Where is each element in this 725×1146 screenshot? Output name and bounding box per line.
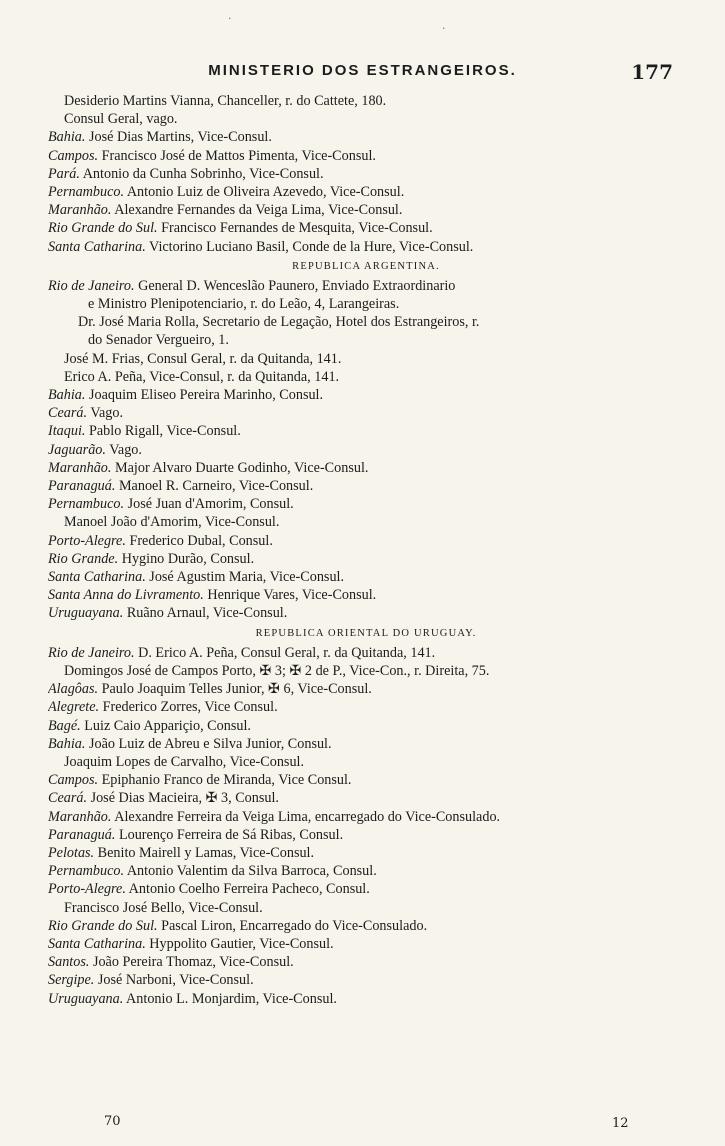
entry-text: Vago. bbox=[109, 441, 142, 458]
list-item bbox=[48, 277, 684, 295]
list-item bbox=[48, 826, 684, 844]
place-name: Uruguayana. bbox=[48, 605, 124, 622]
entry-text: Epiphanio Franco de Miranda, Vice Consul. bbox=[101, 772, 352, 789]
list-item bbox=[48, 789, 684, 807]
place-name: Maranhão. bbox=[48, 808, 112, 825]
list-item bbox=[48, 201, 684, 219]
place-name: Bahia. bbox=[48, 129, 86, 146]
section-heading-uruguay: REPUBLICA ORIENTAL DO URUGUAY. bbox=[255, 627, 477, 639]
entry-text: Benito Mairell y Lamas, Vice-Consul. bbox=[97, 844, 315, 861]
place-name: Santos. bbox=[48, 954, 90, 971]
place-name: Rio Grande. bbox=[48, 550, 119, 567]
list-item bbox=[48, 331, 684, 349]
entry-text: Hygino Durão, Consul. bbox=[121, 550, 255, 567]
list-item bbox=[48, 386, 684, 404]
entry-text: Joaquim Lopes de Carvalho, Vice-Consul. bbox=[64, 753, 305, 770]
place-name: Rio de Janeiro. bbox=[48, 644, 135, 661]
list-item bbox=[48, 808, 684, 826]
entry-text: Joaquim Eliseo Pereira Marinho, Consul. bbox=[88, 387, 324, 404]
list-item bbox=[48, 532, 684, 550]
list-item bbox=[48, 550, 684, 568]
list-item bbox=[48, 990, 684, 1008]
argentina-consuls-block bbox=[48, 277, 684, 623]
list-item bbox=[48, 183, 684, 201]
list-item bbox=[48, 698, 684, 716]
list-item bbox=[48, 880, 684, 898]
ink-speck-mark: · bbox=[228, 12, 232, 25]
entry-text: D. Erico A. Peña, Consul Geral, r. da Quitanda, 141. bbox=[138, 644, 436, 661]
place-name: Pernambuco. bbox=[48, 863, 125, 880]
list-item bbox=[48, 586, 684, 604]
place-name: Sergipe. bbox=[48, 972, 95, 989]
list-item bbox=[48, 147, 684, 165]
list-item bbox=[48, 513, 684, 531]
entry-text: Pablo Rigall, Vice-Consul. bbox=[88, 423, 241, 440]
list-item bbox=[48, 662, 684, 680]
place-name: Porto-Alegre. bbox=[48, 532, 126, 549]
place-name: Pelotas. bbox=[48, 844, 95, 861]
entry-text: Lourenço Ferreira de Sá Ribas, Consul. bbox=[118, 826, 344, 843]
place-name: Maranhão. bbox=[48, 459, 112, 476]
entry-text: Vago. bbox=[90, 405, 124, 422]
place-name: Ceará. bbox=[48, 790, 88, 807]
list-item bbox=[48, 219, 684, 237]
place-name: Paranaguá. bbox=[48, 478, 116, 495]
entry-text: Francisco José de Mattos Pimenta, Vice-Consul. bbox=[101, 147, 376, 164]
list-item bbox=[48, 899, 684, 917]
entry-text: General D. Wenceslão Paunero, Enviado Extraordinario bbox=[138, 277, 456, 294]
entry-text: Frederico Dubal, Consul. bbox=[129, 532, 273, 549]
place-name: Rio de Janeiro. bbox=[48, 277, 135, 294]
place-name: Pará. bbox=[48, 165, 80, 182]
list-item bbox=[48, 495, 684, 513]
section-heading-argentina: REPUBLICA ARGENTINA. bbox=[292, 260, 440, 272]
page-footer bbox=[0, 1114, 725, 1136]
entry-text: Henrique Vares, Vice-Consul. bbox=[207, 587, 377, 604]
list-item bbox=[48, 680, 684, 698]
place-name: Paranaguá. bbox=[48, 826, 116, 843]
list-item bbox=[48, 644, 684, 662]
page-header bbox=[0, 62, 725, 84]
entry-text: José Narboni, Vice-Consul. bbox=[97, 972, 254, 989]
entry-text: João Luiz de Abreu e Silva Junior, Consul. bbox=[88, 735, 332, 752]
place-name: Alagôas. bbox=[48, 681, 99, 698]
signature-mark-left: 70 bbox=[104, 1114, 121, 1129]
place-name: Uruguayana. bbox=[48, 990, 124, 1007]
list-item bbox=[48, 753, 684, 771]
entry-text: Antonio Coelho Ferreira Pacheco, Consul. bbox=[128, 881, 370, 898]
list-item bbox=[48, 568, 684, 586]
entry-text: José Dias Macieira, ✠ 3, Consul. bbox=[90, 790, 279, 807]
list-item bbox=[48, 441, 684, 459]
entry-text: Alexandre Fernandes da Veiga Lima, Vice-Consul. bbox=[114, 202, 403, 219]
entry-text: Paulo Joaquim Telles Junior, ✠ 6, Vice-Consul. bbox=[101, 681, 372, 698]
entry-text: Luiz Caio Appariçio, Consul. bbox=[84, 717, 251, 734]
uruguay-consuls-block bbox=[48, 644, 684, 1008]
entry-text: Frederico Zorres, Vice Consul. bbox=[102, 699, 278, 716]
entry-text: Erico A. Peña, Vice-Consul, r. da Quitanda, 141. bbox=[64, 368, 340, 385]
list-item bbox=[48, 717, 684, 735]
entry-text: Manoel R. Carneiro, Vice-Consul. bbox=[118, 478, 314, 495]
list-item bbox=[48, 735, 684, 753]
entry-text: Hyppolito Gautier, Vice-Consul. bbox=[149, 935, 334, 952]
entry-text: e Ministro Plenipotenciario, r. do Leão, 4, Larangeiras. bbox=[88, 296, 400, 313]
ink-speck-mark: · bbox=[442, 22, 446, 35]
place-name: Porto-Alegre. bbox=[48, 881, 126, 898]
list-item bbox=[48, 477, 684, 495]
place-name: Jaguarão. bbox=[48, 441, 106, 458]
place-name: Santa Anna do Livramento. bbox=[48, 587, 204, 604]
entry-text: Major Alvaro Duarte Godinho, Vice-Consul. bbox=[115, 459, 369, 476]
list-item bbox=[48, 238, 684, 256]
place-name: Pernambuco. bbox=[48, 184, 125, 201]
place-name: Alegrete. bbox=[48, 699, 100, 716]
place-name: Campos. bbox=[48, 772, 99, 789]
entry-text: Consul Geral, vago. bbox=[64, 111, 178, 128]
entry-text: Victorino Luciano Basil, Conde de la Hure, Vice-Consul. bbox=[149, 238, 474, 255]
entry-text: do Senador Vergueiro, 1. bbox=[88, 332, 229, 349]
list-item bbox=[48, 953, 684, 971]
list-item bbox=[48, 295, 684, 313]
list-item bbox=[48, 604, 684, 622]
page-title: MINISTERIO DOS ESTRANGEIROS. bbox=[208, 62, 517, 79]
list-item bbox=[48, 368, 684, 386]
entry-text: Domingos José de Campos Porto, ✠ 3; ✠ 2 de P., Vice-Con., r. Direita, 75. bbox=[64, 662, 490, 679]
entry-text: Dr. José Maria Rolla, Secretario de Legação, Hotel dos Estrangeiros, r. bbox=[78, 314, 480, 331]
entry-text: João Pereira Thomaz, Vice-Consul. bbox=[92, 954, 294, 971]
place-name: Bahia. bbox=[48, 735, 86, 752]
place-name: Rio Grande do Sul. bbox=[48, 220, 158, 237]
list-item bbox=[48, 844, 684, 862]
entry-text: Antonio Luiz de Oliveira Azevedo, Vice-Consul. bbox=[126, 184, 405, 201]
signature-mark-right: 12 bbox=[612, 1116, 629, 1131]
list-item bbox=[48, 971, 684, 989]
place-name: Santa Catharina. bbox=[48, 238, 146, 255]
entry-text: Pascal Liron, Encarregado do Vice-Consulado. bbox=[161, 917, 428, 934]
list-item bbox=[48, 422, 684, 440]
list-item bbox=[48, 350, 684, 368]
place-name: Maranhão. bbox=[48, 202, 112, 219]
list-item bbox=[48, 935, 684, 953]
entry-text: Ruãno Arnaul, Vice-Consul. bbox=[126, 605, 288, 622]
list-item bbox=[48, 92, 684, 110]
entry-text: Antonio L. Monjardim, Vice-Consul. bbox=[126, 990, 337, 1007]
place-name: Campos. bbox=[48, 147, 99, 164]
place-name: Bagé. bbox=[48, 717, 81, 734]
place-name: Itaqui. bbox=[48, 423, 86, 440]
list-item bbox=[48, 110, 684, 128]
entry-text: José Agustim Maria, Vice-Consul. bbox=[149, 569, 345, 586]
place-name: Santa Catharina. bbox=[48, 569, 146, 586]
entry-text: Francisco Fernandes de Mesquita, Vice-Consul. bbox=[161, 220, 433, 237]
list-item bbox=[48, 165, 684, 183]
place-name: Santa Catharina. bbox=[48, 935, 146, 952]
place-name: Ceará. bbox=[48, 405, 88, 422]
entry-text: José Dias Martins, Vice-Consul. bbox=[88, 129, 272, 146]
entry-text: Manoel João d'Amorim, Vice-Consul. bbox=[64, 514, 280, 531]
brazil-consuls-block bbox=[48, 92, 684, 256]
list-item bbox=[48, 128, 684, 146]
list-item bbox=[48, 771, 684, 789]
list-item bbox=[48, 313, 684, 331]
entry-text: Antonio da Cunha Sobrinho, Vice-Consul. bbox=[82, 165, 324, 182]
entry-text: Francisco José Bello, Vice-Consul. bbox=[64, 899, 263, 916]
entry-text: José M. Frias, Consul Geral, r. da Quitanda, 141. bbox=[64, 350, 342, 367]
place-name: Rio Grande do Sul. bbox=[48, 917, 158, 934]
document-body bbox=[48, 92, 684, 1008]
place-name: Pernambuco. bbox=[48, 496, 125, 513]
list-item bbox=[48, 404, 684, 422]
page-number: 177 bbox=[631, 60, 673, 84]
entry-text: Desiderio Martins Vianna, Chanceller, r. do Cattete, 180. bbox=[64, 93, 387, 109]
entry-text: José Juan d'Amorim, Consul. bbox=[127, 496, 294, 513]
list-item bbox=[48, 917, 684, 935]
list-item bbox=[48, 862, 684, 880]
place-name: Bahia. bbox=[48, 387, 86, 404]
entry-text: Alexandre Ferreira da Veiga Lima, encarregado do Vice-Consulado. bbox=[114, 808, 501, 825]
entry-text: Antonio Valentim da Silva Barroca, Consul. bbox=[126, 863, 377, 880]
list-item bbox=[48, 459, 684, 477]
